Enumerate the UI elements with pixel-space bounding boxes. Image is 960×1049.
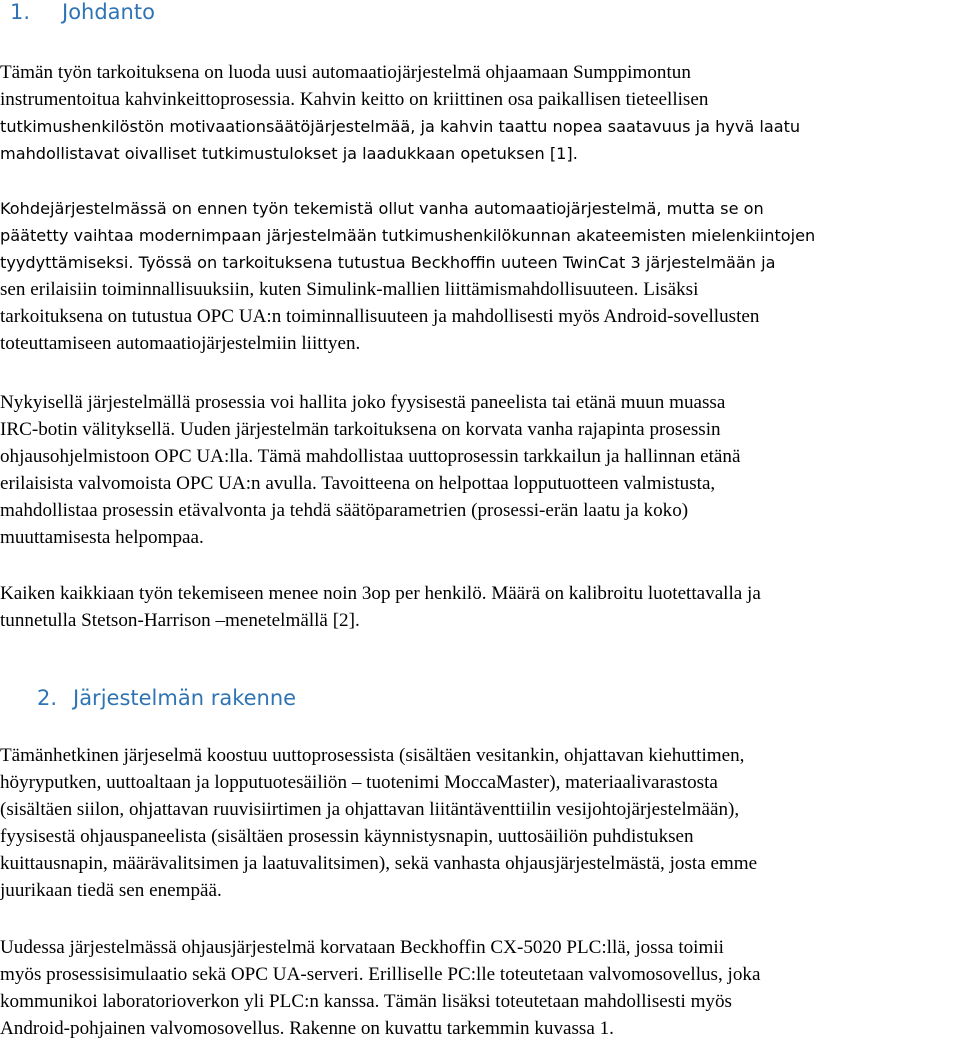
text-line: mahdollistaa prosessin etävalvonta ja tehdä säätöparametrien (prosessi-erän laatu ja koko) [0,500,689,521]
paragraph-target-system [0,195,960,357]
paragraph-current-structure [0,742,960,904]
text-line: toteuttamiseen automaatiojärjestelmiin liittyen. [0,333,361,354]
text-line: (sisältäen siilon, ohjattavan ruuvisiirtimen ja ohjattavan liitäntäventtiilin vesijohtojärjestelmään), [0,799,740,820]
text-line: Kohdejärjestelmässä on ennen työn tekemistä ollut vanha automaatiojärjestelmä, mutta se on [0,199,764,218]
text-line: Uudessa järjestelmässä ohjausjärjestelmä korvataan Beckhoffin CX-5020 PLC:llä, jossa toimii [0,937,724,958]
text-line: erilaisista valvomoista OPC UA:n avulla. Tavoitteena on helpottaa lopputuotteen valmistusta, [0,473,716,494]
paragraph-new-structure [0,934,960,1042]
text-line [0,86,956,113]
text-line: Tämänhetkinen järjeselmä koostuu uuttoprosessista (sisältäen vesitankin, ohjattavan kiehuttimen, [0,745,745,766]
section-title: Johdanto [62,0,155,24]
text-line: tyydyttämiseksi. Työssä on tarkoituksena tutustua Beckhoffin uuteen TwinCat 3 järjestelmään ja [0,253,776,272]
text-line: Kaiken kaikkiaan työn tekemiseen menee noin 3op per henkilö. Määrä on kalibroitu luotettavalla ja [0,583,761,604]
text-line: ohjausohjelmistoon OPC UA:lla. Tämä mahdollistaa uuttoprosessin tarkkailun ja hallinnan etänä [0,446,741,467]
text-line: Nykyisellä järjestelmällä prosessia voi hallita joko fyysisestä paneelista tai etänä muun muassa [0,392,726,413]
text-line: juurikaan tiedä sen enempää. [0,880,222,901]
text-line: kuittausnapin, määrävalitsimen ja laatuvalitsimen), sekä vanhasta ohjausjärjestelmästä, josta emme [0,853,758,874]
text-line: Tämän työn tarkoituksena on luoda uusi automaatiojärjestelmä ohjaamaan Sumppimontun [0,62,691,83]
section-title: Järjestelmän rakenne [73,686,297,710]
paragraph-current-system [0,389,960,551]
section-number: 2. [37,686,58,710]
text-line: fyysisestä ohjauspaneelista (sisältäen prosessin käynnistysnapin, uuttosäiliön puhdistuksen [0,826,694,847]
text-line: tutkimushenkilöstön motivaationsäätöjärjestelmää, ja kahvin taattu nopea saatavuus ja hyvä laatu [0,117,801,136]
text-line: höyryputken, uuttoaltaan ja lopputuotesäiliön – tuotenimi MoccaMaster), materiaalivarastosta [0,772,718,793]
text-line: Android-pohjainen valvomosovellus. Rakenne on kuvattu tarkemmin kuvassa 1. [0,1018,614,1039]
section-heading-jarjestelman-rakenne [0,686,296,710]
paragraph-intro-purpose [0,59,960,167]
text-line: tunnetulla Stetson-Harrison –menetelmällä [2]. [0,610,360,631]
section-number: 1. [10,0,31,24]
text-line: tarkoituksena on tutustua OPC UA:n toiminnallisuuteen ja mahdollisesti myös Android-sovellusten [0,306,760,327]
text-line: kommunikoi laboratorioverkon yli PLC:n kanssa. Tämän lisäksi toteutetaan mahdollisesti myös [0,991,732,1012]
text-line: muuttamisesta helpompaa. [0,527,204,548]
text-line: IRC-botin välityksellä. Uuden järjestelmän tarkoituksena on korvata vanha rajapinta prosessin [0,419,721,440]
text-fragment: instrumentoitua kahvinkeittoprosessia. Kahvin keitto on kriittinen osa paikallisen tieteellisen [0,89,709,110]
text-line: sen erilaisiin toiminnallisuuksiin, kuten Simulink-mallien liittämismahdollisuuteen. Lisäksi [0,279,699,300]
text-line: päätetty vaihtaa modernimpaan järjestelmään tutkimushenkilökunnan akateemisten mielenkiintojen [0,226,816,245]
text-line: myös prosessisimulaatio sekä OPC UA-serveri. Erilliselle PC:lle toteutetaan valvomosovellus, joka [0,964,761,985]
text-line: mahdollistavat oivalliset tutkimustulokset ja laadukkaan opetuksen [1]. [0,144,578,163]
section-heading-johdanto [0,0,155,24]
paragraph-workload [0,580,960,634]
